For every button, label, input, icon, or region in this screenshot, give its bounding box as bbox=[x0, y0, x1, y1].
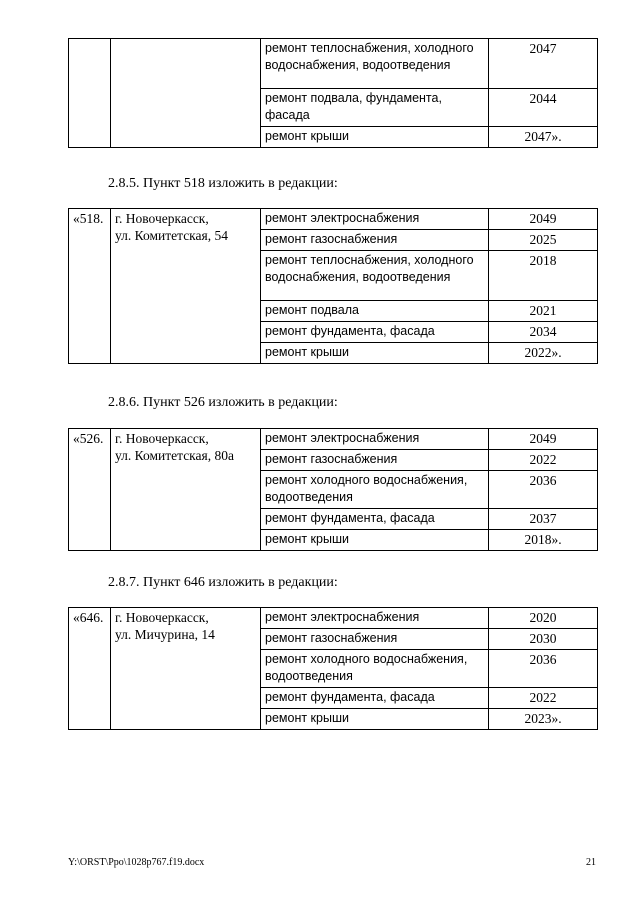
section-heading-2-8-6: 2.8.6. Пункт 526 изложить в редакции: bbox=[108, 395, 338, 410]
work-year: 2020 bbox=[489, 608, 598, 629]
work-type: ремонт газоснабжения bbox=[261, 450, 489, 471]
work-year: 2022 bbox=[489, 688, 598, 709]
address-cell bbox=[111, 209, 261, 364]
section-heading-2-8-7: 2.8.7. Пункт 646 изложить в редакции: bbox=[108, 575, 338, 590]
address-cell bbox=[111, 608, 261, 730]
address-cell bbox=[111, 39, 261, 148]
work-type: ремонт фундамента, фасада bbox=[261, 688, 489, 709]
work-year: 2037 bbox=[489, 509, 598, 530]
work-type: ремонт газоснабжения bbox=[261, 629, 489, 650]
work-year: 2036 bbox=[489, 650, 598, 688]
work-type: ремонт крыши bbox=[261, 709, 489, 730]
work-year: 2022». bbox=[489, 343, 598, 364]
item-number bbox=[69, 39, 111, 148]
work-type: ремонт подвала, фундамента, фасада bbox=[261, 89, 489, 127]
work-type: ремонт холодного водоснабжения, водоотведения bbox=[261, 650, 489, 688]
address-city: г. Новочеркасск, bbox=[115, 431, 209, 446]
work-year: 2047». bbox=[489, 127, 598, 148]
works-table-518 bbox=[68, 208, 598, 364]
work-type: ремонт крыши bbox=[261, 343, 489, 364]
work-year: 2044 bbox=[489, 89, 598, 127]
address-street: ул. Комитетская, 54 bbox=[115, 228, 228, 243]
work-year: 2022 bbox=[489, 450, 598, 471]
work-year: 2030 bbox=[489, 629, 598, 650]
work-type: ремонт теплоснабжения, холодного водоснабжения, водоотведения bbox=[261, 39, 489, 89]
work-year: 2018». bbox=[489, 530, 598, 551]
work-type: ремонт электроснабжения bbox=[261, 429, 489, 450]
work-type: ремонт холодного водоснабжения, водоотведения bbox=[261, 471, 489, 509]
work-type: ремонт фундамента, фасада bbox=[261, 509, 489, 530]
work-type: ремонт электроснабжения bbox=[261, 209, 489, 230]
work-type: ремонт электроснабжения bbox=[261, 608, 489, 629]
work-type: ремонт газоснабжения bbox=[261, 230, 489, 251]
page-number: 21 bbox=[586, 857, 596, 868]
works-table-526 bbox=[68, 428, 598, 551]
address-street: ул. Комитетская, 80а bbox=[115, 448, 234, 463]
work-year: 2047 bbox=[489, 39, 598, 89]
item-number: «518. bbox=[69, 209, 111, 364]
work-year: 2021 bbox=[489, 301, 598, 322]
works-table-646 bbox=[68, 607, 598, 730]
work-year: 2023». bbox=[489, 709, 598, 730]
address-city: г. Новочеркасск, bbox=[115, 211, 209, 226]
work-year: 2049 bbox=[489, 209, 598, 230]
item-number: «526. bbox=[69, 429, 111, 551]
footer-file-path: Y:\ORST\Ppo\1028p767.f19.docx bbox=[68, 857, 205, 868]
work-type: ремонт крыши bbox=[261, 530, 489, 551]
section-heading-2-8-5: 2.8.5. Пункт 518 изложить в редакции: bbox=[108, 176, 338, 191]
item-number: «646. bbox=[69, 608, 111, 730]
work-year: 2036 bbox=[489, 471, 598, 509]
work-type: ремонт подвала bbox=[261, 301, 489, 322]
work-type: ремонт крыши bbox=[261, 127, 489, 148]
address-cell bbox=[111, 429, 261, 551]
work-year: 2025 bbox=[489, 230, 598, 251]
work-type: ремонт фундамента, фасада bbox=[261, 322, 489, 343]
work-year: 2049 bbox=[489, 429, 598, 450]
address-street: ул. Мичурина, 14 bbox=[115, 627, 215, 642]
work-year: 2034 bbox=[489, 322, 598, 343]
works-table-continued bbox=[68, 38, 598, 148]
work-type: ремонт теплоснабжения, холодного водоснабжения, водоотведения bbox=[261, 251, 489, 301]
work-year: 2018 bbox=[489, 251, 598, 301]
address-city: г. Новочеркасск, bbox=[115, 610, 209, 625]
